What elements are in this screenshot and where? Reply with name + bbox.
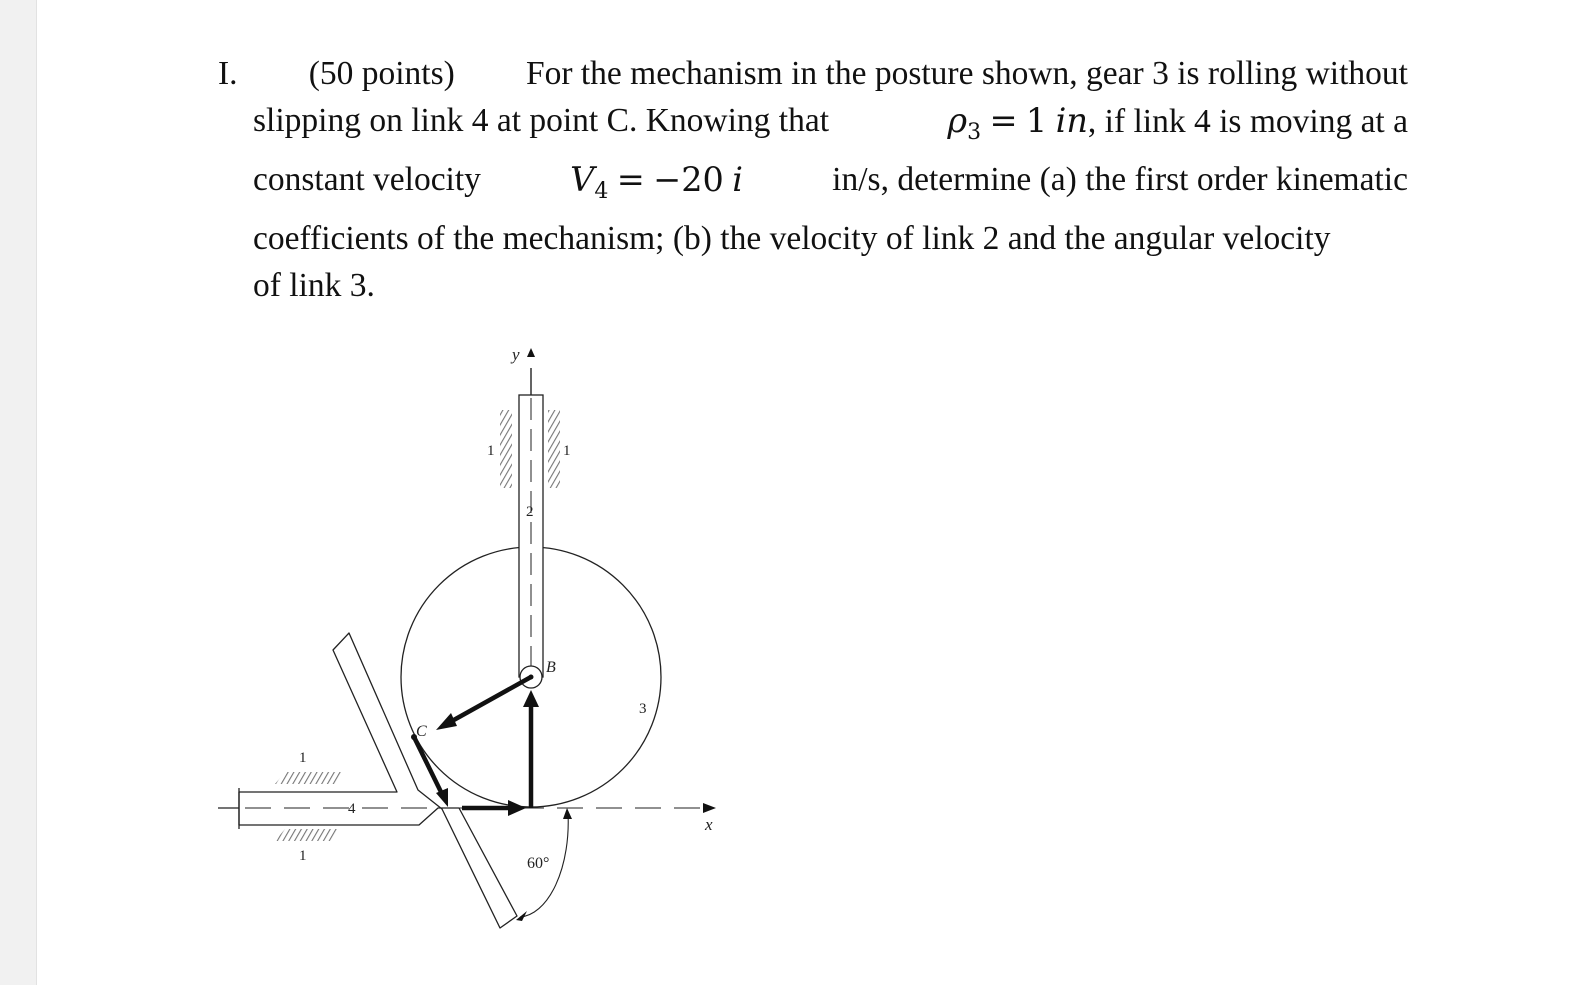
- v-value: −20: [653, 160, 724, 199]
- problem-text-1: For the mechanism in the posture shown, gear 3 is rolling without: [525, 55, 1408, 92]
- ground-link4-bottom: [275, 829, 340, 841]
- y-axis-label: y: [512, 345, 520, 364]
- link-4-label: 4: [348, 801, 356, 817]
- x-axis-arrow: [703, 803, 716, 813]
- angle-label: 60°: [527, 855, 550, 872]
- rho-equals: =: [989, 101, 1018, 140]
- v-equals: =: [616, 160, 645, 199]
- problem-points: (50 points): [308, 55, 455, 92]
- v-symbol: V: [570, 160, 595, 199]
- problem-text-2a: slipping on link 4 at point C. Knowing that: [253, 102, 830, 139]
- problem-text-3b: in/s, determine (a) the first order kinematic: [832, 161, 1408, 198]
- problem-text-3a: constant velocity: [253, 161, 481, 198]
- rho-value: 1: [1025, 101, 1048, 140]
- ground-left-link2: [500, 410, 512, 488]
- vector-b-to-c: [452, 677, 531, 721]
- point-c-label: C: [416, 723, 427, 740]
- x-axis-label: x: [705, 815, 713, 834]
- problem-text-5: of link 3.: [253, 267, 375, 304]
- vector-b-to-c-head: [436, 713, 457, 730]
- v-unit-vector: i: [732, 160, 743, 199]
- v-subscript: 4: [594, 179, 609, 204]
- angle-arc-arrow-top: [563, 808, 572, 819]
- point-b-label: B: [546, 659, 556, 676]
- problem-number: I.: [218, 55, 238, 92]
- vector-c-along-link4: [414, 737, 441, 792]
- rho-unit: in: [1055, 101, 1088, 140]
- rho-symbol: ρ: [947, 101, 968, 140]
- link-2-label: 2: [526, 504, 534, 520]
- ground-link4-top: [275, 772, 345, 784]
- ground-label-top: 1: [299, 750, 307, 766]
- ground-label-bottom: 1: [299, 848, 307, 864]
- vector-horizontal-head: [508, 800, 526, 816]
- vector-vertical-head: [523, 690, 539, 707]
- problem-text-2b: , if link 4 is moving at a: [1087, 103, 1408, 140]
- gear-3-label: 3: [639, 701, 647, 717]
- ground-label-left: 1: [487, 443, 495, 459]
- rho-subscript: 3: [967, 120, 982, 145]
- ground-label-right: 1: [563, 443, 571, 459]
- problem-text-4: coefficients of the mechanism; (b) the velocity of link 2 and the angular velocity: [253, 220, 1331, 257]
- ground-right-link2: [548, 410, 560, 488]
- y-axis-arrow: [527, 348, 535, 357]
- vector-c-along-link4-head: [436, 788, 448, 807]
